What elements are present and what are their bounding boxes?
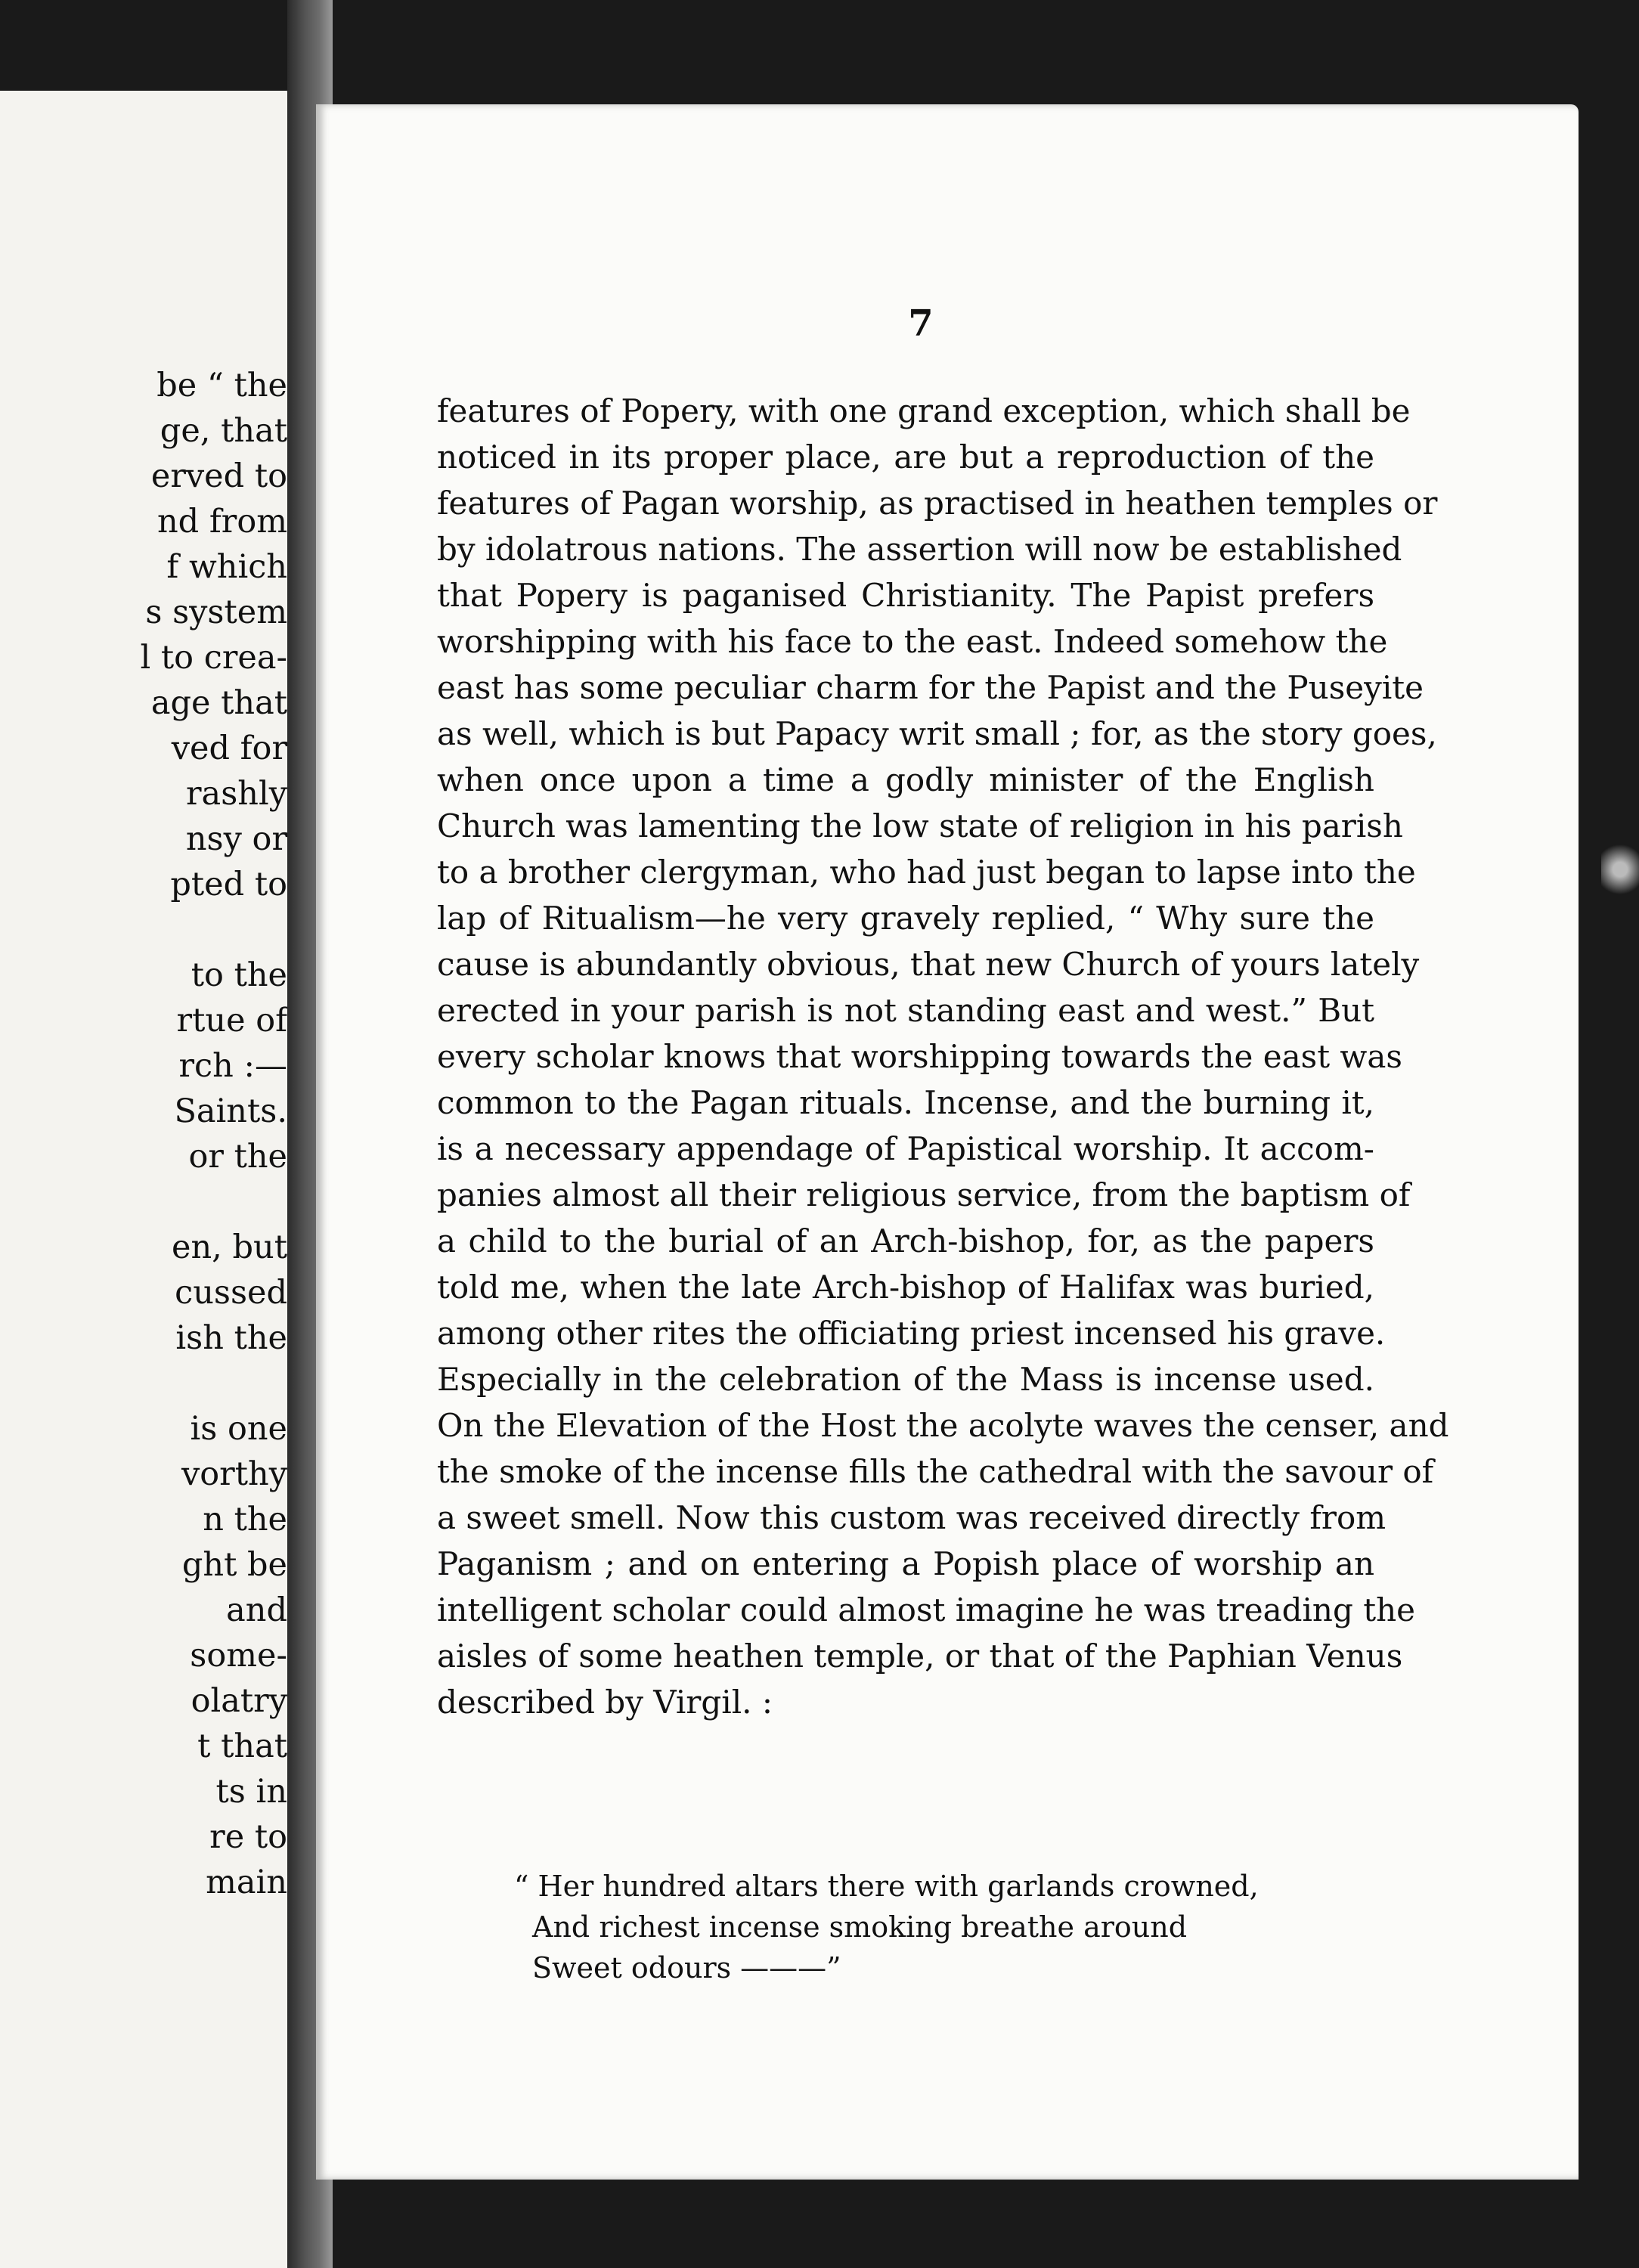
- text-line: that Popery is paganised Christianity. The Papist prefers: [437, 577, 1374, 614]
- text-line: as well, which is but Papacy writ small ; for, as the story goes,: [437, 715, 1437, 752]
- left-page-line: and: [226, 1591, 287, 1629]
- text-line: a child to the burial of an Arch-bishop, for, as the papers: [437, 1222, 1374, 1259]
- left-page-line: nsy or: [185, 820, 287, 858]
- left-page-line: ge, that: [160, 412, 287, 450]
- text-line: by idolatrous nations. The assertion will now be established: [437, 531, 1402, 568]
- left-page-line: rtue of: [176, 1002, 287, 1040]
- text-line: told me, when the late Arch-bishop of Halifax was buried,: [437, 1269, 1374, 1306]
- left-page-line: n the: [203, 1501, 287, 1538]
- left-page-line: s system: [145, 593, 287, 631]
- text-line: features of Pagan worship, as practised in heathen temples or: [437, 485, 1438, 522]
- left-page-line: ved for: [171, 730, 287, 767]
- text-line: worshipping with his face to the east. Indeed somehow the: [437, 623, 1388, 660]
- left-page-text: [0, 363, 287, 1905]
- left-page-line: l to crea-: [140, 639, 287, 677]
- text-line: noticed in its proper place, are but a reproduction of the: [437, 438, 1374, 476]
- quote-line: Sweet odours ———”: [532, 1951, 841, 1984]
- left-page-line: cussed: [175, 1274, 287, 1312]
- left-page-line: ts in: [215, 1773, 287, 1811]
- left-page-line: f which: [166, 548, 287, 586]
- left-page-line: rashly: [186, 775, 287, 813]
- text-line: is a necessary appendage of Papistical worship. It accom-: [437, 1130, 1374, 1167]
- text-line: cause is abundantly obvious, that new Church of yours lately: [437, 946, 1420, 983]
- left-page-line: erved to: [150, 457, 287, 495]
- left-page-line: pted to: [170, 866, 287, 903]
- text-line: to a brother clergyman, who had just began to lapse into the: [437, 854, 1416, 891]
- text-line: Church was lamenting the low state of religion in his parish: [437, 807, 1403, 844]
- body-text: [437, 388, 1449, 1725]
- left-page-line: re to: [209, 1818, 287, 1856]
- text-line: a sweet smell. Now this custom was received directly from: [437, 1499, 1386, 1536]
- verse-quotation: [514, 1866, 1259, 1988]
- page-number: 7: [908, 302, 934, 345]
- left-page-line: t that: [197, 1727, 287, 1765]
- text-line: aisles of some heathen temple, or that of the Paphian Venus: [437, 1637, 1403, 1675]
- text-line: erected in your parish is not standing east and west.” But: [437, 992, 1374, 1029]
- quote-line: “ Her hundred altars there with garlands crowned,: [514, 1870, 1259, 1903]
- left-page-fragment: [0, 91, 287, 2268]
- left-page-line: ish the: [175, 1319, 287, 1357]
- left-page-line: ght be: [181, 1546, 287, 1584]
- text-line: when once upon a time a godly minister of the English: [437, 761, 1374, 798]
- text-line: among other rites the officiating priest incensed his grave.: [437, 1315, 1386, 1352]
- left-page-line: or the: [188, 1138, 287, 1176]
- text-line: intelligent scholar could almost imagine he was treading the: [437, 1591, 1416, 1628]
- left-page-line: is one: [190, 1410, 287, 1448]
- left-page-line: be “ the: [156, 367, 287, 404]
- left-page-line: some-: [190, 1637, 287, 1675]
- text-line: Especially in the celebration of the Mass is incense used.: [437, 1361, 1374, 1398]
- text-line: On the Elevation of the Host the acolyte waves the censer, and: [437, 1407, 1449, 1444]
- text-line: east has some peculiar charm for the Papist and the Puseyite: [437, 669, 1424, 706]
- left-page-line: [0, 907, 287, 953]
- text-line: described by Virgil. :: [437, 1684, 773, 1721]
- left-page-line: Saints.: [174, 1092, 287, 1130]
- quote-line: And richest incense smoking breathe around: [532, 1910, 1188, 1944]
- text-line: common to the Pagan rituals. Incense, and the burning it,: [437, 1084, 1374, 1121]
- left-page-line: main: [206, 1864, 287, 1901]
- edge-smudge: [1601, 839, 1639, 900]
- left-page-line: nd from: [156, 503, 287, 541]
- left-page-line: rch :—: [178, 1047, 287, 1085]
- text-line: the smoke of the incense fills the cathedral with the savour of: [437, 1453, 1434, 1490]
- text-line: features of Popery, with one grand exception, which shall be: [437, 392, 1411, 429]
- left-page-line: [0, 1361, 287, 1406]
- text-line: lap of Ritualism—he very gravely replied, “ Why sure the: [437, 900, 1374, 937]
- left-page-line: [0, 1179, 287, 1225]
- main-page: [316, 104, 1579, 2180]
- left-page-line: vorthy: [181, 1455, 287, 1493]
- left-page-line: en, but: [172, 1228, 287, 1266]
- text-line: panies almost all their religious service, from the baptism of: [437, 1176, 1411, 1213]
- left-page-line: to the: [191, 956, 287, 994]
- text-line: Paganism ; and on entering a Popish place of worship an: [437, 1545, 1374, 1582]
- left-page-line: age that: [150, 684, 287, 722]
- left-page-line: olatry: [191, 1682, 287, 1720]
- text-line: every scholar knows that worshipping towards the east was: [437, 1038, 1402, 1075]
